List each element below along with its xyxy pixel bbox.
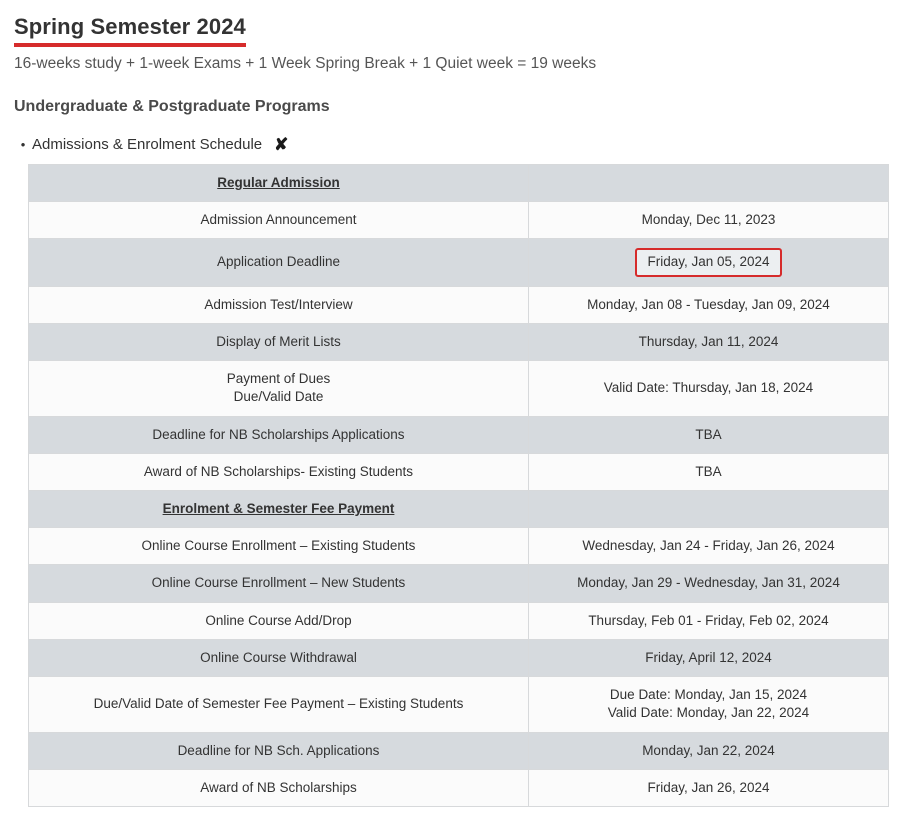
table-cell-label: [29, 639, 529, 676]
table-section-header-label: Regular Admission: [217, 175, 340, 190]
table-cell-label: [29, 602, 529, 639]
table-row: [29, 639, 889, 676]
table-row: [29, 286, 889, 323]
table-row: [29, 416, 889, 453]
table-cell-value: [529, 528, 889, 565]
table-cell-value-line: TBA: [695, 426, 722, 442]
table-cell-label: [29, 239, 529, 286]
table-cell-value: [529, 565, 889, 602]
table-cell-label-line: Admission Test/Interview: [204, 296, 353, 312]
table-cell-value: [529, 769, 889, 806]
page-subtitle: 16-weeks study + 1-week Exams + 1 Week Spring Break + 1 Quiet week = 19 weeks: [14, 55, 597, 72]
table-cell-value: [529, 165, 889, 202]
table-row: [29, 323, 889, 360]
table-cell-value-line: Monday, Jan 08 - Tuesday, Jan 09, 2024: [587, 296, 830, 312]
table-cell-value-line: Monday, Jan 22, 2024: [642, 742, 775, 758]
table-cell-value-line: Thursday, Feb 01 - Friday, Feb 02, 2024: [588, 612, 829, 628]
table-row: [29, 769, 889, 806]
table-row: [29, 490, 889, 527]
table-cell-value-line: Thursday, Jan 11, 2024: [638, 333, 779, 349]
table-cell-value: [529, 602, 889, 639]
bullet-label: Admissions & Enrolment Schedule: [32, 136, 263, 153]
table-cell-value-line: Monday, Jan 29 - Wednesday, Jan 31, 2024: [577, 575, 840, 591]
table-cell-label-line: Award of NB Scholarships: [200, 779, 357, 795]
table-cell-value-line: Friday, Jan 26, 2024: [647, 779, 770, 795]
admissions-schedule-table: [28, 164, 889, 807]
bullet-admissions-schedule: [14, 136, 905, 153]
close-x-icon: ✘: [274, 135, 289, 154]
table-row: [29, 677, 889, 732]
table-cell-value-line: Wednesday, Jan 24 - Friday, Jan 26, 2024: [582, 538, 835, 554]
table-cell-value-line: TBA: [695, 463, 722, 479]
page-title-block: [14, 10, 246, 47]
table-cell-value-line: Valid Date: Monday, Jan 22, 2024: [607, 705, 810, 721]
table-cell-value: [529, 732, 889, 769]
table-cell-label-line: Deadline for NB Scholarships Applications: [152, 426, 405, 442]
table-cell-value-line: Valid Date: Thursday, Jan 18, 2024: [603, 380, 814, 396]
table-cell-value: [529, 361, 889, 416]
table-cell-label-line: Online Course Add/Drop: [205, 612, 352, 628]
table-cell-label: [29, 286, 529, 323]
table-cell-value: [529, 286, 889, 323]
table-cell-label: [29, 202, 529, 239]
table-cell-label-line: Due/Valid Date of Semester Fee Payment – Existing Students: [93, 696, 464, 712]
table-cell-label-line: Deadline for NB Sch. Applications: [177, 742, 380, 758]
table-cell-label-line: Online Course Enrollment – Existing Students: [141, 538, 416, 554]
table-cell-label-line: Display of Merit Lists: [216, 333, 341, 349]
table-row: [29, 602, 889, 639]
table-cell-value: [529, 677, 889, 732]
table-cell-value-line: Monday, Dec 11, 2023: [641, 212, 776, 228]
table-row: [29, 165, 889, 202]
highlighted-date: Friday, Jan 05, 2024: [635, 248, 781, 276]
bullet-point-icon: •: [20, 137, 26, 152]
table-cell-label-line: Payment of Dues: [226, 371, 331, 387]
table-cell-label-line: Award of NB Scholarships- Existing Students: [143, 463, 414, 479]
table-section-header-cell: [29, 490, 529, 527]
table-cell-label: [29, 732, 529, 769]
table-row: [29, 453, 889, 490]
table-cell-label: [29, 416, 529, 453]
table-cell-label: [29, 528, 529, 565]
table-cell-value: [529, 323, 889, 360]
table-cell-value: [529, 416, 889, 453]
table-section-header-cell: [29, 165, 529, 202]
table-cell-label-line: Application Deadline: [216, 254, 341, 270]
section-heading: Undergraduate & Postgraduate Programs: [14, 98, 330, 115]
table-cell-value: [529, 453, 889, 490]
table-cell-label: [29, 453, 529, 490]
table-row: [29, 565, 889, 602]
table-cell-label: [29, 565, 529, 602]
table-cell-value: [529, 239, 889, 286]
table-row: [29, 239, 889, 286]
table-cell-label-line: Due/Valid Date: [233, 389, 324, 405]
table-cell-label-line: Admission Announcement: [200, 212, 357, 228]
table-cell-label: [29, 323, 529, 360]
page-title: Spring Semester 2024: [14, 14, 246, 39]
table-cell-label: [29, 361, 529, 416]
table-section-header-label: Enrolment & Semester Fee Payment: [162, 500, 395, 516]
table-cell-value-line: Due Date: Monday, Jan 15, 2024: [609, 687, 808, 703]
table-body: [29, 165, 889, 807]
title-underline: [14, 43, 246, 47]
table-cell-value-line: Friday, April 12, 2024: [645, 649, 772, 665]
table-row: [29, 528, 889, 565]
table-cell-label-line: Online Course Enrollment – New Students: [151, 575, 406, 591]
table-cell-value: [529, 202, 889, 239]
table-row: [29, 361, 889, 416]
table-cell-label-line: Online Course Withdrawal: [200, 649, 357, 665]
table-cell-value: [529, 639, 889, 676]
table-row: [29, 732, 889, 769]
table-cell-value: [529, 490, 889, 527]
table-row: [29, 202, 889, 239]
table-cell-label: [29, 677, 529, 732]
table-cell-label: [29, 769, 529, 806]
